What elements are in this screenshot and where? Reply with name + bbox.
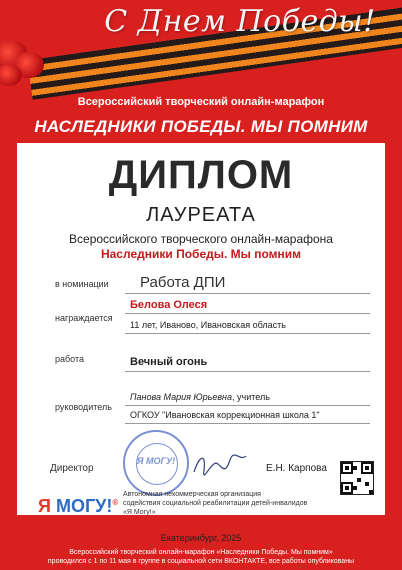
supervisor-line [130,392,270,402]
details-underline [125,333,370,334]
qr-code[interactable] [340,461,374,495]
registered-mark: ® [112,498,119,507]
awarded-name: Белова Олеся [130,299,208,311]
stamp-text: Я МОГУ! [136,456,176,466]
org-line-3: «Я Могу!» [123,509,156,516]
director-name: Е.Н. Карпова [266,463,327,474]
nomination-label: в номинации [55,279,109,289]
footer-note [0,548,402,566]
supervisor-role: , учитель [232,392,270,402]
org-line-1: Автономная некоммерческая организация [123,491,261,498]
supervisor-name: Панова Мария Юрьевна [130,392,233,402]
organization-info [123,490,307,517]
event-banner: НАСЛЕДНИКИ ПОБЕДЫ. МЫ ПОМНИМ [34,117,368,136]
director-label: Директор [50,463,94,474]
supervisor-school: ОГКОУ "Ивановская коррекционная школа 1" [130,410,320,420]
diploma-title: ДИПЛОМ [108,153,294,197]
director-signature [190,450,250,480]
footer-line-2: проводился с 1 по 11 мая в группе в социальной сети ВКОНТАКТЕ, все работы опубликованы [47,558,355,565]
ya-mogu-logo: Я МОГУ!® [38,496,119,516]
city-year: Екатеринбург, 2025 [160,533,242,543]
diploma-subtitle: ЛАУРЕАТА [146,204,256,226]
awarded-underline [125,313,370,314]
qr-pattern [341,462,373,494]
work-label: работа [55,354,84,364]
footer-line-1: Всероссийский творческий онлайн-марафон «Наследники Победы. Мы помним» [69,549,333,556]
awarded-details: 11 лет, Иваново, Ивановская область [130,320,286,330]
diploma-event-line: Всероссийского творческого онлайн-марафона [69,232,333,246]
holiday-title: С Днем Победы! [104,4,376,39]
diploma-event-name: Наследники Победы. Мы помним [100,247,302,261]
org-line-2: содействия социальной реабилитации детей-инвалидов [123,500,308,507]
nomination-value: Работа ДПИ [140,274,226,291]
school-underline [125,423,370,424]
carnation-flower-icon [0,64,22,86]
awarded-label: награждается [55,313,113,323]
work-value: Вечный огонь [130,356,208,368]
work-underline [125,371,370,372]
supervisor-label: руководитель [55,402,112,412]
marathon-caption: Всероссийский творческий онлайн-марафон [77,96,325,108]
organization-stamp [123,430,189,496]
nomination-underline [125,293,370,294]
supervisor-underline [125,405,370,406]
